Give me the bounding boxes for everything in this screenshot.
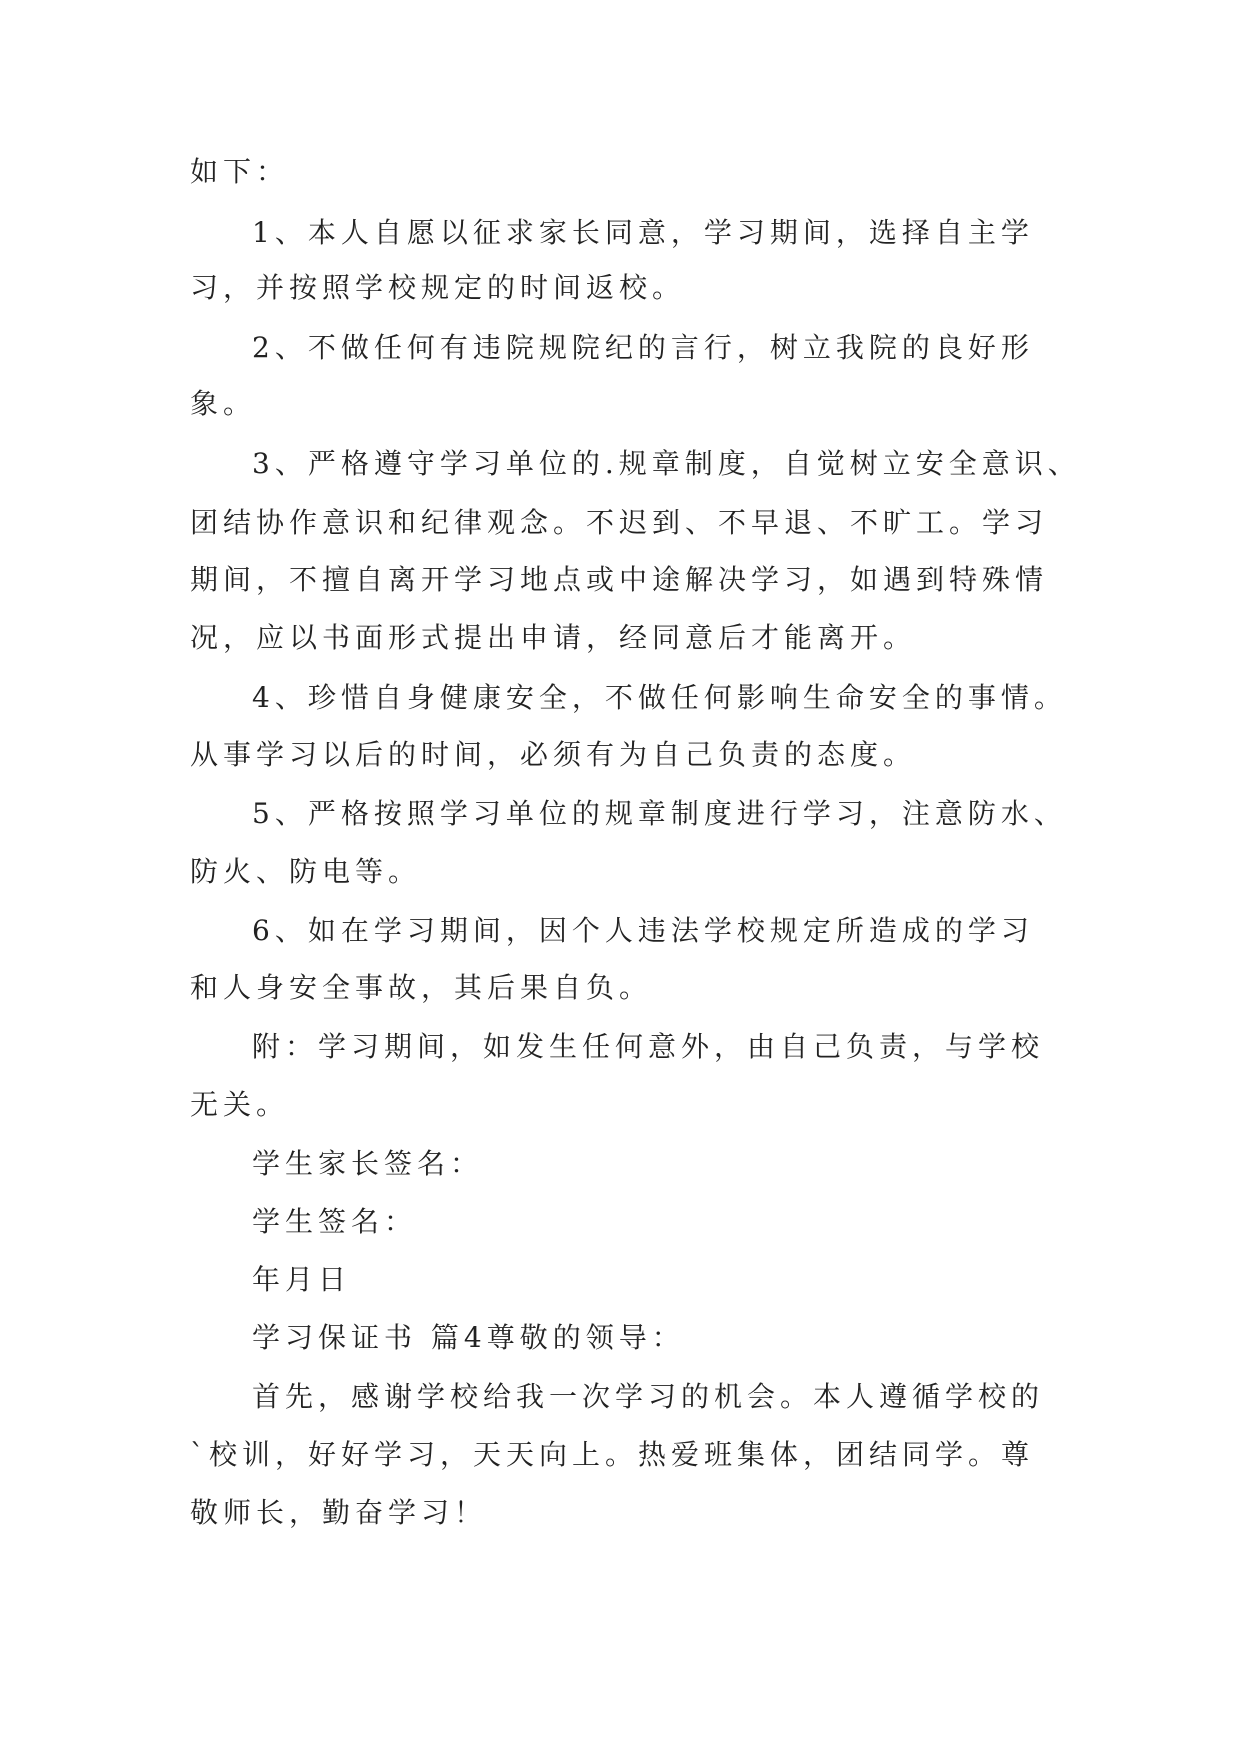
text-line: 4、珍惜自身健康安全，不做任何影响生命安全的事情。	[252, 681, 1067, 714]
section-heading: 学习保证书 篇4尊敬的领导：	[252, 1321, 685, 1354]
text-line: 习，并按照学校规定的时间返校。	[190, 271, 686, 304]
text-line: 5、严格按照学习单位的规章制度进行学习，注意防水、	[252, 797, 1067, 830]
text-line: 防火、防电等。	[190, 855, 422, 888]
text-line: 如下：	[190, 155, 290, 188]
text-line: 从事学习以后的时间，必须有为自己负责的态度。	[190, 738, 917, 771]
text-line: 敬师长，勤奋学习！	[190, 1496, 488, 1529]
text-line: 1、本人自愿以征求家长同意，学习期间，选择自主学	[252, 216, 1034, 249]
date-label: 年月日	[252, 1263, 352, 1296]
text-line: 无关。	[190, 1088, 290, 1121]
signature-label-student: 学生签名：	[252, 1205, 418, 1238]
text-line: 况，应以书面形式提出申请，经同意后才能离开。	[190, 621, 917, 654]
text-line: 6、如在学习期间，因个人违法学校规定所造成的学习	[252, 914, 1034, 947]
signature-label-parent: 学生家长签名：	[252, 1147, 484, 1180]
text-line: 团结协作意识和纪律观念。不迟到、不早退、不旷工。学习	[190, 506, 1049, 539]
text-line: 和人身安全事故，其后果自负。	[190, 971, 653, 1004]
text-line: 象。	[190, 387, 257, 420]
text-line: `校训，好好学习，天天向上。热爱班集体，团结同学。尊	[190, 1438, 1035, 1471]
text-line: 附：学习期间，如发生任何意外，由自己负责，与学校	[252, 1030, 1045, 1063]
text-line: 首先，感谢学校给我一次学习的机会。本人遵循学校的	[252, 1380, 1045, 1413]
text-line: 3、严格遵守学习单位的.规章制度，自觉树立安全意识、	[252, 447, 1081, 480]
text-line: 期间，不擅自离开学习地点或中途解决学习，如遇到特殊情	[190, 563, 1049, 596]
text-line: 2、不做任何有违院规院纪的言行，树立我院的良好形	[252, 331, 1034, 364]
